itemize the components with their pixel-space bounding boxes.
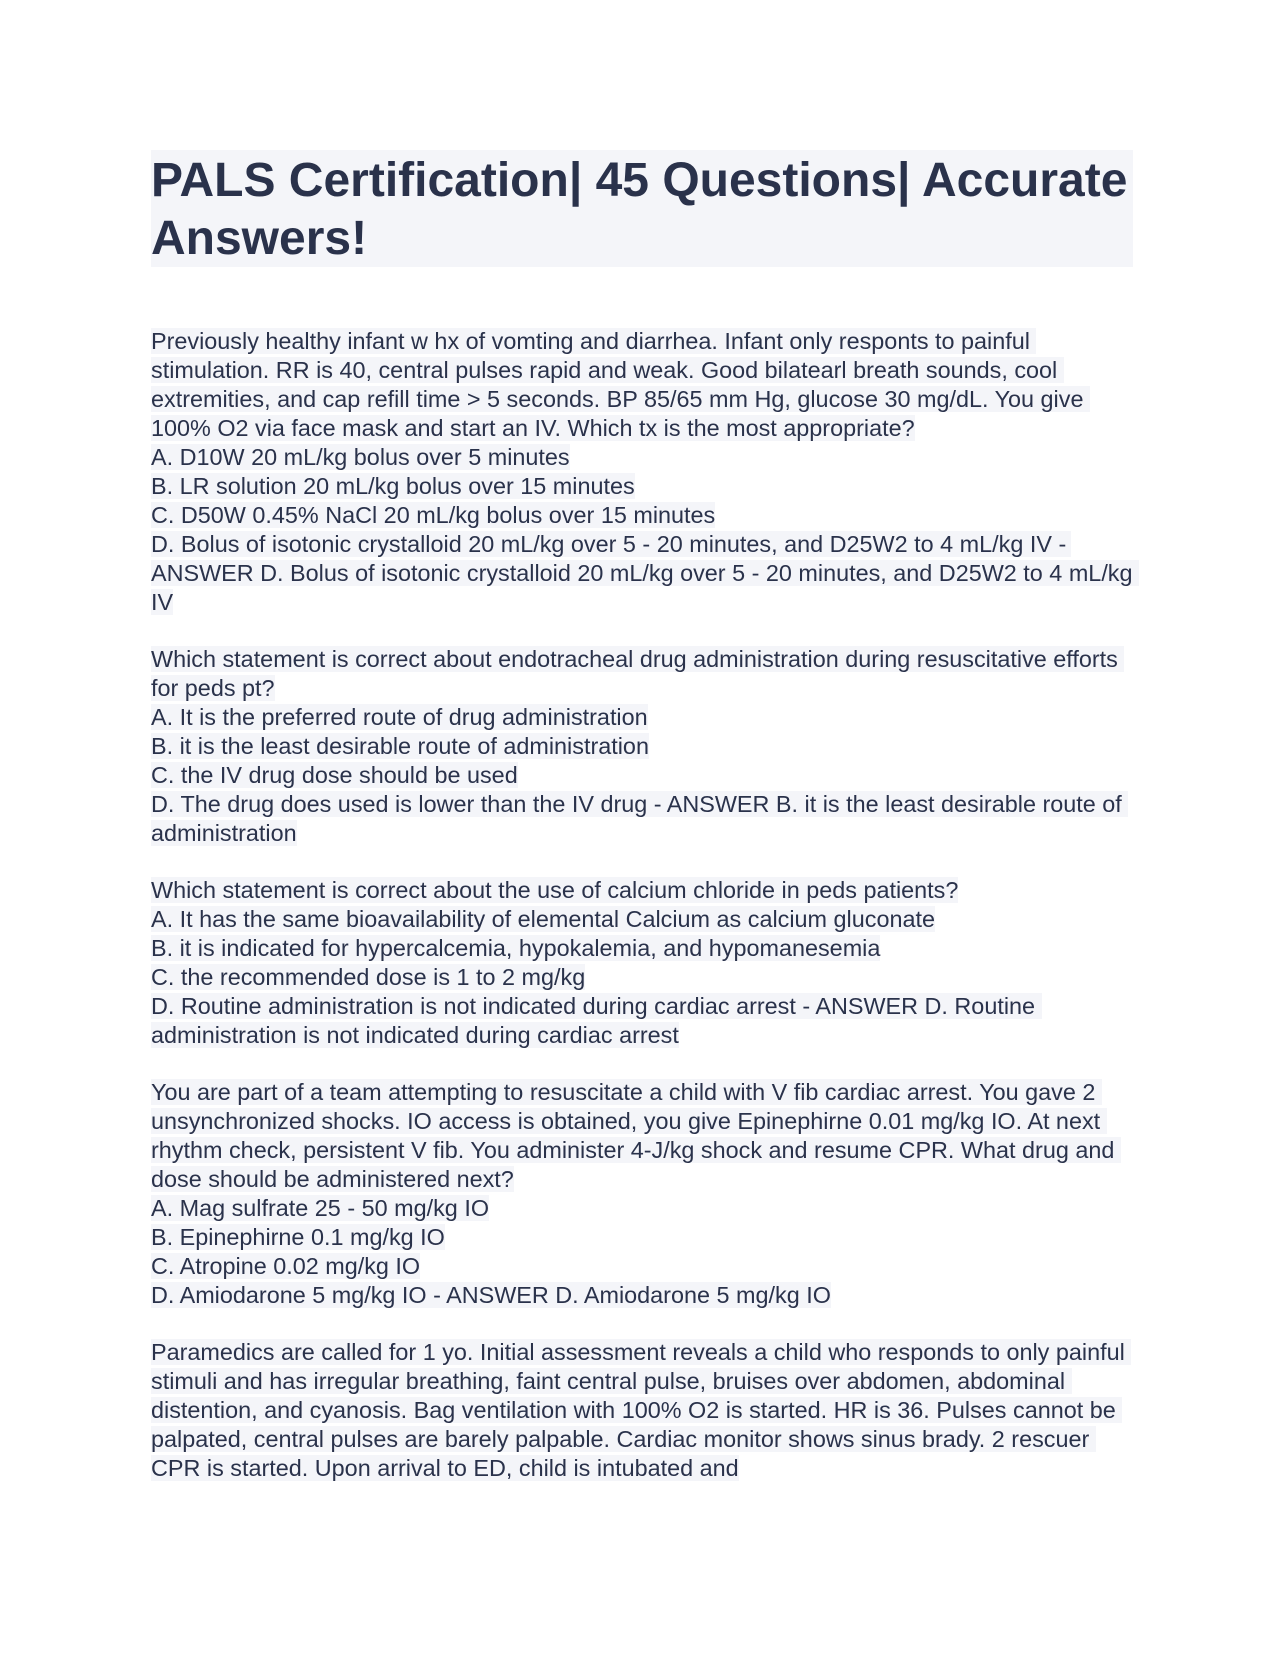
question-stem: Paramedics are called for 1 yo. Initial assessment reveals a child who responds to only painful stimuli and has irregular breathing, faint central pulse, bruises over abdomen, abdominal distention, and cyanosis. Bag ventilation with 100% O2 is started. HR is 36. Pulses cannot be palpated, central pulses are barely palpable. Cardiac monitor shows sinus brady. 2 rescuer CPR is started. Upon arrival to ED, child is intubated and	[151, 1339, 1132, 1481]
answer-option: B. it is the least desirable route of administration	[151, 733, 649, 759]
answer-option: B. it is indicated for hypercalcemia, hypokalemia, and hypomanesemia	[151, 935, 881, 961]
answer-option: A. It has the same bioavailability of elemental Calcium as calcium gluconate	[151, 906, 935, 932]
question-stem: You are part of a team attempting to resuscitate a child with V fib cardiac arrest. You gave 2 unsynchronized shocks. IO access is obtained, you give Epinephirne 0.01 mg/kg IO. At next rhythm check, persistent V fib. You administer 4-J/kg shock and resume CPR. What drug and dose should be administered next?	[151, 1079, 1121, 1192]
answer-option: C. D50W 0.45% NaCl 20 mL/kg bolus over 15 minutes	[151, 502, 716, 528]
document-title: PALS Certification| 45 Questions| Accurate Answers!	[151, 154, 1153, 265]
answer-option-with-answer: D. The drug does used is lower than the IV drug - ANSWER B. it is the least desirable route of administration	[151, 791, 1129, 846]
title-block	[151, 150, 1153, 267]
question-5	[151, 1338, 1133, 1483]
answer-option: A. Mag sulfrate 25 - 50 mg/kg IO	[151, 1195, 490, 1221]
document-page	[151, 150, 1153, 1511]
question-list	[151, 327, 1140, 1483]
question-1	[151, 327, 1140, 617]
question-stem: Which statement is correct about endotracheal drug administration during resuscitative efforts for peds pt?	[151, 646, 1125, 701]
answer-option: C. the IV drug dose should be used	[151, 762, 518, 788]
question-2	[151, 645, 1133, 848]
answer-option: B. Epinephirne 0.1 mg/kg IO	[151, 1224, 445, 1250]
answer-option-with-answer: D. Amiodarone 5 mg/kg IO - ANSWER D. Amiodarone 5 mg/kg IO	[151, 1282, 831, 1308]
question-stem: Previously healthy infant w hx of vomting and diarrhea. Infant only responts to painful stimulation. RR is 40, central pulses rapid and weak. Good bilatearl breath sounds, cool extremities, and cap refill time > 5 seconds. BP 85/65 mm Hg, glucose 30 mg/dL. You give 100% O2 via face mask and start an IV. Which tx is the most appropriate?	[151, 328, 1090, 441]
answer-option: A. D10W 20 mL/kg bolus over 5 minutes	[151, 444, 570, 470]
answer-option-with-answer: D. Routine administration is not indicated during cardiac arrest - ANSWER D. Routine administration is not indicated during cardiac arrest	[151, 993, 1042, 1048]
question-stem: Which statement is correct about the use of calcium chloride in peds patients?	[151, 877, 959, 903]
question-4	[151, 1078, 1133, 1310]
question-3	[151, 876, 1133, 1050]
answer-option: A. It is the preferred route of drug administration	[151, 704, 648, 730]
answer-option: C. the recommended dose is 1 to 2 mg/kg	[151, 964, 586, 990]
answer-option: C. Atropine 0.02 mg/kg IO	[151, 1253, 421, 1279]
answer-option-with-answer: D. Bolus of isotonic crystalloid 20 mL/kg over 5 - 20 minutes, and D25W2 to 4 mL/kg IV - ANSWER D. Bolus of isotonic crystalloid 20 mL/kg over 5 - 20 minutes, and D25W2 to 4 mL/kg IV	[151, 531, 1140, 615]
answer-option: B. LR solution 20 mL/kg bolus over 15 minutes	[151, 473, 635, 499]
